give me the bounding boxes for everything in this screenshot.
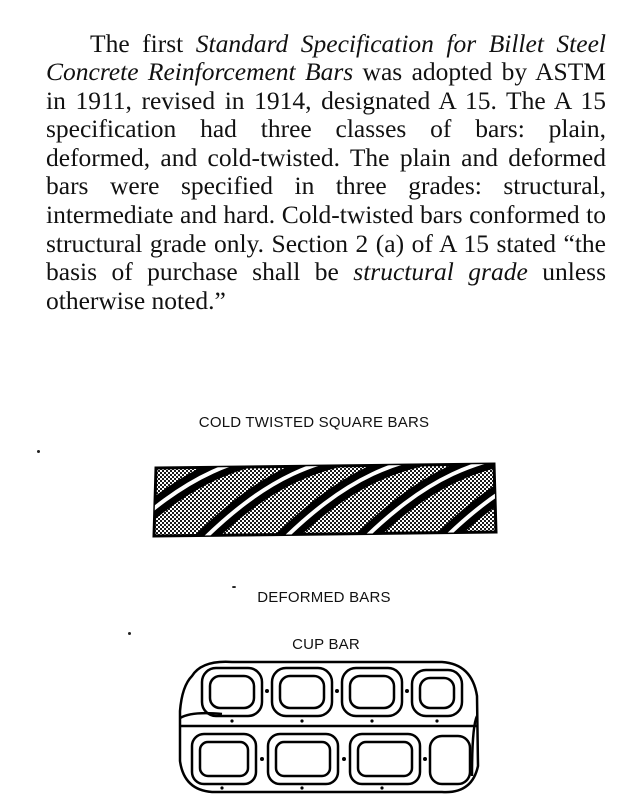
paragraph-text-3: unless otherwise noted.”: [46, 257, 606, 315]
twisted-bars-caption: COLD TWISTED SQUARE BARS: [198, 414, 430, 431]
cup-bar-illustration: [172, 656, 484, 796]
paragraph-text-1: The first: [90, 28, 196, 58]
structural-grade-term: structural grade: [353, 257, 528, 287]
scan-speck: [232, 586, 236, 588]
scan-speck: [128, 632, 131, 635]
cup-bar-caption: CUP BAR: [292, 636, 360, 653]
intro-paragraph: [46, 30, 606, 316]
deformed-bars-caption: DEFORMED BARS: [257, 589, 391, 606]
scan-speck: [37, 450, 40, 453]
cold-twisted-bar-illustration: [150, 458, 500, 540]
paragraph-text-2: was adopted by ASTM in 1911, revised in 1914, designated A 15. The A 15 specification had three classes of bars: plain, deformed, and cold-twisted. The plain and deformed bars were specified in three grades: structural, intermediate and hard. Cold-twisted bars conformed to structural grade only. Section 2 (a) of A 15 stated “the basis of purchase shall be: [46, 57, 606, 287]
spec-title: Standard Specification for Billet Steel Concrete Reinforcement Bars: [46, 28, 606, 87]
